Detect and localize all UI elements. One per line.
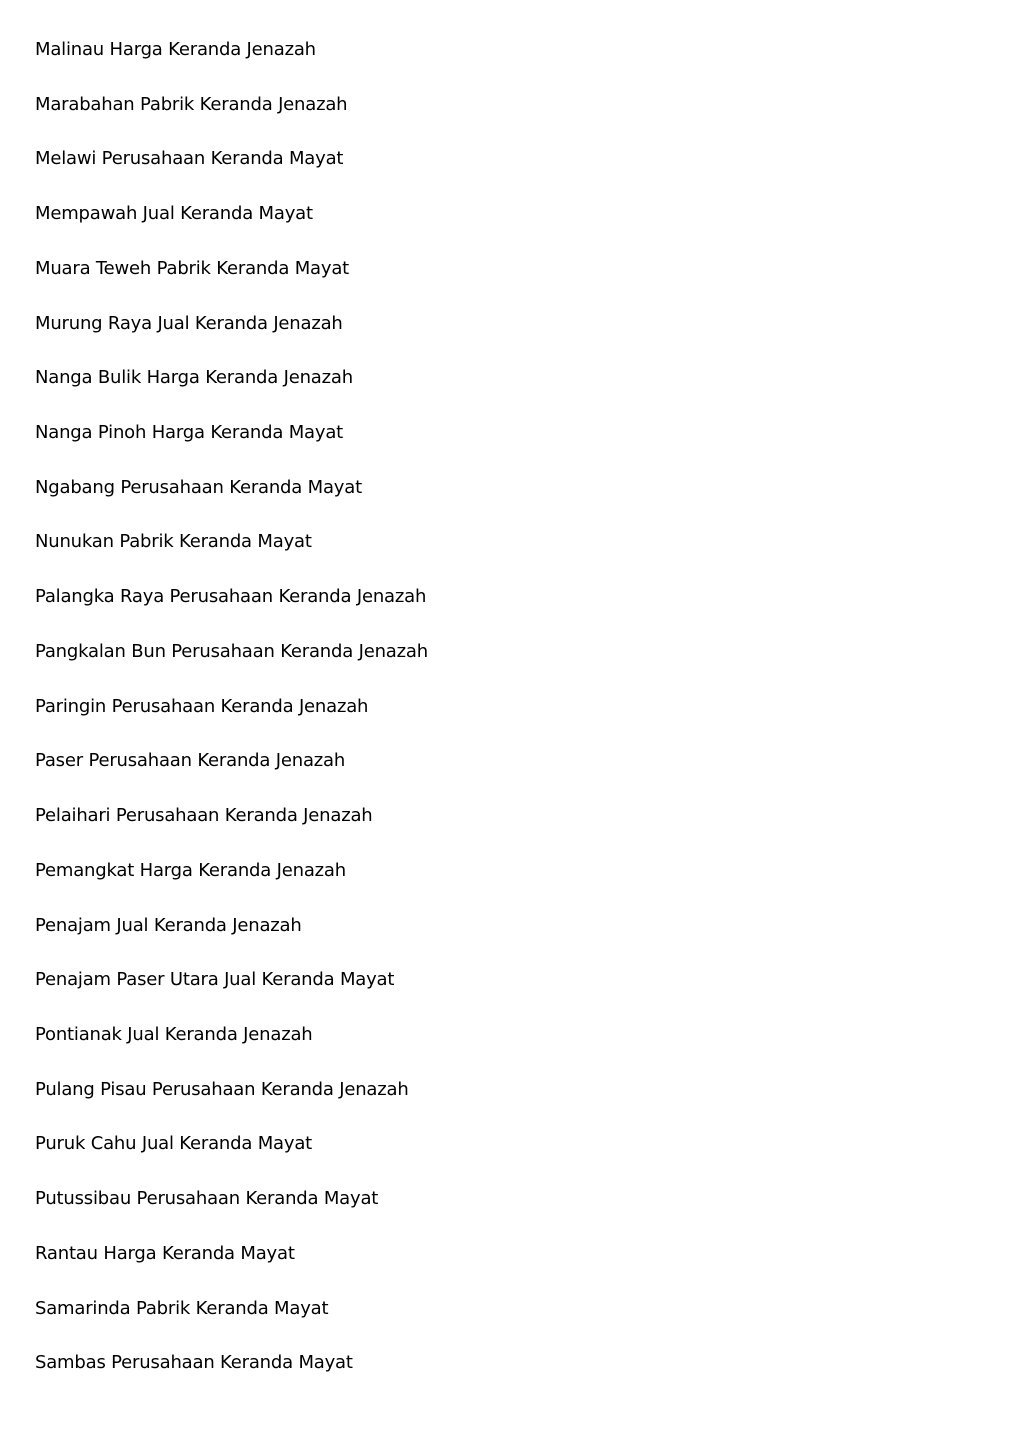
list-item: Paringin Perusahaan Keranda Jenazah (35, 695, 369, 717)
list-item: Muara Teweh Pabrik Keranda Mayat (35, 257, 350, 279)
list-item: Murung Raya Jual Keranda Jenazah (35, 312, 343, 334)
list-item: Rantau Harga Keranda Mayat (35, 1242, 295, 1264)
list-item: Samarinda Pabrik Keranda Mayat (35, 1297, 329, 1319)
list-item: Penajam Paser Utara Jual Keranda Mayat (35, 969, 395, 991)
list-item: Melawi Perusahaan Keranda Mayat (35, 148, 344, 170)
list-item: Puruk Cahu Jual Keranda Mayat (35, 1133, 313, 1155)
list-item: Pontianak Jual Keranda Jenazah (35, 1023, 313, 1045)
list-item: Pemangkat Harga Keranda Jenazah (35, 859, 346, 881)
list-item: Pangkalan Bun Perusahaan Keranda Jenazah (35, 640, 428, 662)
list-item: Nanga Bulik Harga Keranda Jenazah (35, 367, 353, 389)
list-item: Pulang Pisau Perusahaan Keranda Jenazah (35, 1078, 409, 1100)
list-item: Paser Perusahaan Keranda Jenazah (35, 750, 346, 772)
list-item: Nunukan Pabrik Keranda Mayat (35, 531, 312, 553)
list-item: Nanga Pinoh Harga Keranda Mayat (35, 422, 344, 444)
list-item: Penajam Jual Keranda Jenazah (35, 914, 302, 936)
list-item: Pelaihari Perusahaan Keranda Jenazah (35, 805, 373, 827)
list-item: Malinau Harga Keranda Jenazah (35, 39, 316, 60)
list-item: Mempawah Jual Keranda Mayat (35, 203, 313, 225)
list-item: Sambas Perusahaan Keranda Mayat (35, 1352, 353, 1374)
list-item: Ngabang Perusahaan Keranda Mayat (35, 476, 362, 498)
keyword-list (35, 34, 428, 1402)
list-item: Marabahan Pabrik Keranda Jenazah (35, 93, 348, 115)
list-item: Putussibau Perusahaan Keranda Mayat (35, 1188, 379, 1210)
list-item: Palangka Raya Perusahaan Keranda Jenazah (35, 586, 427, 608)
